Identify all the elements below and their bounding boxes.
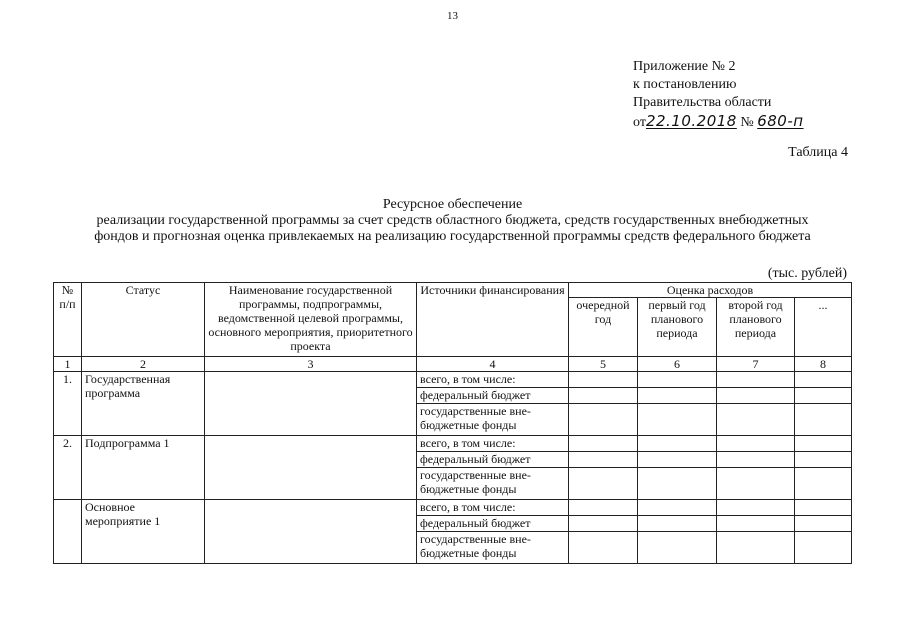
value-cell	[569, 388, 638, 404]
header-name: Наименование государственной программы, подпрограммы, ведомственной целевой программы, основного мероприятия, приоритетного проекта	[205, 283, 417, 357]
value-cell	[717, 436, 795, 452]
column-number: 4	[417, 357, 569, 372]
value-cell	[638, 532, 717, 564]
value-cell	[638, 404, 717, 436]
title-line-3: фондов и прогнозная оценка привлекаемых на реализацию государственной программы средств федерального бюджета	[94, 229, 811, 244]
value-cell	[795, 500, 852, 516]
row-source: федеральный бюджет	[417, 516, 569, 532]
header-estimate: Оценка расходов	[569, 283, 852, 298]
title-line-2: реализации государственной программы за счет средств областного бюджета, средств государственных внебюджетных	[96, 213, 809, 228]
page-number: 13	[447, 10, 458, 22]
value-cell	[795, 372, 852, 388]
row-status: Основное мероприятие 1	[82, 500, 205, 564]
value-cell	[569, 516, 638, 532]
value-cell	[717, 468, 795, 500]
title-line-1: Ресурсное обеспечение	[382, 197, 523, 212]
appendix-date-line	[633, 112, 804, 132]
row-source: федеральный бюджет	[417, 388, 569, 404]
value-cell	[795, 436, 852, 452]
row-status: Государственная программа	[82, 372, 205, 436]
appendix-line-3: Правительства области	[633, 95, 772, 110]
value-cell	[638, 372, 717, 388]
unit-label: (тыс. рублей)	[767, 266, 847, 281]
row-name	[205, 436, 417, 500]
row-source: всего, в том числе:	[417, 500, 569, 516]
value-cell	[638, 468, 717, 500]
value-cell	[717, 516, 795, 532]
handwritten-number: 680-п	[757, 112, 804, 130]
table-label: Таблица 4	[788, 145, 848, 160]
date-prefix: от	[633, 115, 646, 130]
handwritten-date: 22.10.2018	[645, 112, 737, 130]
row-status: Подпрограмма 1	[82, 436, 205, 500]
value-cell	[569, 468, 638, 500]
row-name	[205, 372, 417, 436]
header-source: Источники финансирования	[417, 283, 569, 357]
value-cell	[638, 388, 717, 404]
row-name	[205, 500, 417, 564]
value-cell	[638, 516, 717, 532]
column-number: 8	[795, 357, 852, 372]
header-year-3: второй год планового периода	[717, 298, 795, 357]
value-cell	[638, 452, 717, 468]
header-row	[54, 283, 852, 298]
header-year-1: очередной год	[569, 298, 638, 357]
table-row	[54, 500, 852, 516]
value-cell	[717, 452, 795, 468]
value-cell	[717, 500, 795, 516]
value-cell	[795, 516, 852, 532]
header-more: ...	[795, 298, 852, 357]
value-cell	[638, 500, 717, 516]
value-cell	[795, 452, 852, 468]
row-num: 2.	[54, 436, 82, 500]
value-cell	[795, 404, 852, 436]
value-cell	[717, 532, 795, 564]
appendix-block	[633, 58, 804, 132]
resource-table	[53, 282, 852, 564]
row-num: 1.	[54, 372, 82, 436]
value-cell	[717, 404, 795, 436]
row-num	[54, 500, 82, 564]
column-number: 5	[569, 357, 638, 372]
value-cell	[569, 436, 638, 452]
value-cell	[569, 452, 638, 468]
column-number: 3	[205, 357, 417, 372]
row-source: государственные вне-бюджетные фонды	[417, 532, 569, 564]
value-cell	[795, 468, 852, 500]
column-number: 1	[54, 357, 82, 372]
row-source: государственные вне-бюджетные фонды	[417, 468, 569, 500]
value-cell	[795, 532, 852, 564]
row-source: государственные вне-бюджетные фонды	[417, 404, 569, 436]
column-number-row	[54, 357, 852, 372]
value-cell	[717, 372, 795, 388]
table-row	[54, 372, 852, 388]
value-cell	[717, 388, 795, 404]
appendix-line-2: к постановлению	[633, 77, 737, 92]
value-cell	[569, 532, 638, 564]
value-cell	[569, 404, 638, 436]
value-cell	[638, 436, 717, 452]
column-number: 2	[82, 357, 205, 372]
row-source: всего, в том числе:	[417, 436, 569, 452]
row-source: федеральный бюджет	[417, 452, 569, 468]
table-row	[54, 436, 852, 452]
header-status: Статус	[82, 283, 205, 357]
value-cell	[795, 388, 852, 404]
column-number: 7	[717, 357, 795, 372]
header-num: № п/п	[54, 283, 82, 357]
value-cell	[569, 372, 638, 388]
document-title	[30, 197, 875, 245]
number-prefix: №	[740, 115, 754, 130]
row-source: всего, в том числе:	[417, 372, 569, 388]
appendix-line-1: Приложение № 2	[633, 59, 736, 74]
header-year-2: первый год планового периода	[638, 298, 717, 357]
value-cell	[569, 500, 638, 516]
column-number: 6	[638, 357, 717, 372]
